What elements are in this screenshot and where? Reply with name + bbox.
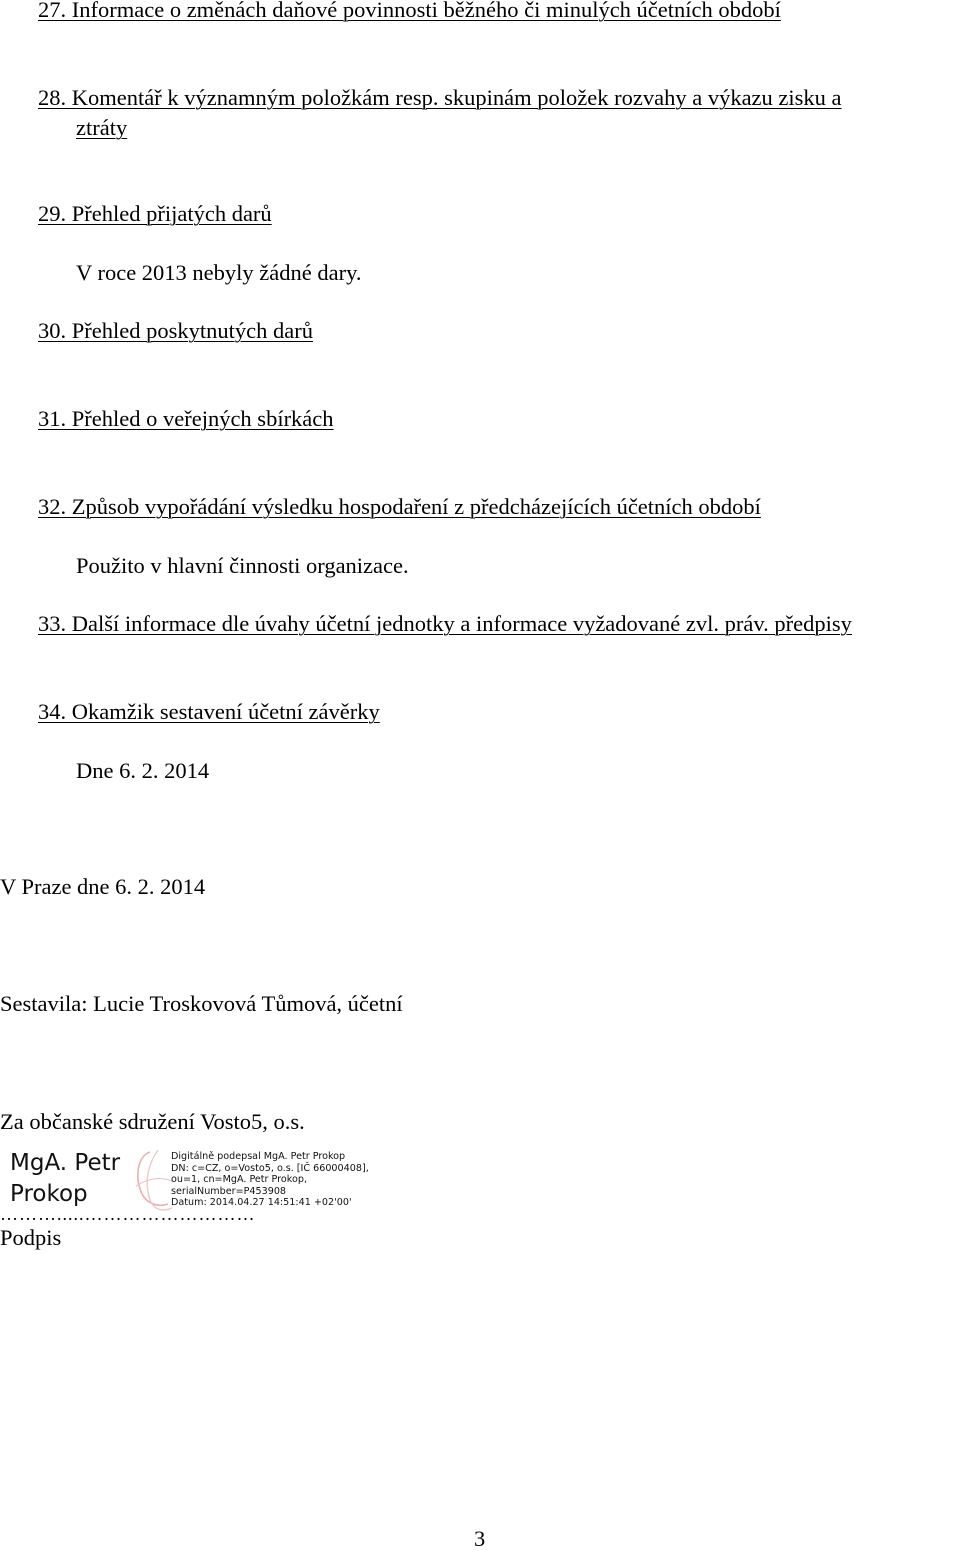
signature-detail-line: DN: c=CZ, o=Vosto5, o.s. [IČ 66000408], <box>171 1162 369 1174</box>
section-27-heading: 27. Informace o změnách daňové povinnosti běžného či minulých účetních období <box>38 0 781 22</box>
compiled-by: Sestavila: Lucie Troskovová Tůmová, účetní <box>0 991 403 1016</box>
signature-detail-line: ou=1, cn=MgA. Petr Prokop, <box>171 1174 307 1186</box>
organization-line: Za občanské sdružení Vosto5, o.s. <box>0 1109 305 1134</box>
signature-detail-line: serialNumber=P453908 <box>171 1185 287 1197</box>
section-29-heading: 29. Přehled přijatých darů <box>38 201 272 226</box>
place-and-date: V Praze dne 6. 2. 2014 <box>0 874 206 899</box>
signature-name-line2: Prokop <box>10 1181 88 1207</box>
section-32-text: Použito v hlavní činnosti organizace. <box>76 553 409 578</box>
signature-label: Podpis <box>0 1225 62 1250</box>
section-28-heading: 28. Komentář k významným položkám resp. skupinám položek rozvahy a výkazu zisku a <box>38 85 842 110</box>
signature-detail-line: Digitálně podepsal MgA. Petr Prokop <box>171 1151 346 1162</box>
signature-name-line1: MgA. Petr <box>10 1150 121 1176</box>
section-34-text: Dne 6. 2. 2014 <box>76 758 210 783</box>
page-number: 3 <box>474 1526 486 1551</box>
section-34-heading: 34. Okamžik sestavení účetní závěrky <box>38 699 380 724</box>
section-33-heading: 33. Další informace dle úvahy účetní jednotky a informace vyžadované zvl. práv. předpisy <box>38 611 852 636</box>
section-30-heading: 30. Přehled poskytnutých darů <box>38 318 313 343</box>
section-32-heading: 32. Způsob vypořádání výsledku hospodaření z předcházejících účetních období <box>38 494 761 519</box>
section-28-heading-continued: ztráty <box>76 115 128 140</box>
signature-dots-line: ……….....……………………… <box>0 1204 256 1224</box>
signature-detail-line: Datum: 2014.04.27 14:51:41 +02'00' <box>171 1197 352 1209</box>
section-31-heading: 31. Přehled o veřejných sbírkách <box>38 406 334 431</box>
section-29-text: V roce 2013 nebyly žádné dary. <box>76 260 362 285</box>
